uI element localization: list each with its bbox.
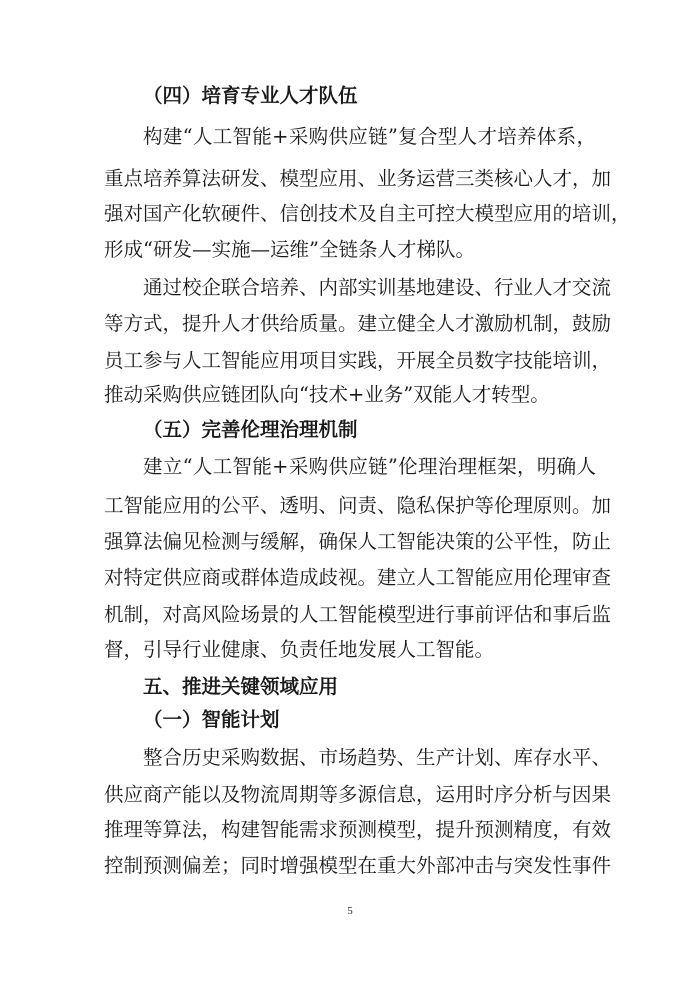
paragraph-line: 强算法偏见检测与缓解，确保人工智能决策的公平性，防止	[104, 530, 612, 553]
paragraph-line: 工智能应用的公平、透明、问责、隐私保护等伦理原则。加	[104, 494, 612, 517]
paragraph-line: 推理等算法，构建智能需求预测模型，提升预测精度，有效	[104, 818, 612, 841]
page-number: 5	[347, 905, 353, 917]
paragraph-line: 强对国产化软硬件、信创技术及自主可控大模型应用的培训，	[104, 202, 631, 225]
paragraph-line: 构建“人工智能+采购供应链”复合型人才培养体系，	[143, 125, 596, 148]
paragraph-line: 推动采购供应链团队向“技术+业务”双能人才转型。	[104, 383, 550, 406]
paragraph-line: 对特定供应商或群体造成歧视。建立人工智能应用伦理审查	[104, 566, 612, 589]
paragraph-line: 重点培养算法研发、模型应用、业务运营三类核心人才，加	[104, 167, 612, 190]
subsection-heading-1: （一）智能计划	[143, 708, 280, 731]
paragraph-line: 形成“研发—实施—运维”全链条人才梯队。	[104, 238, 475, 261]
section-heading: 五、推进关键领域应用	[143, 675, 339, 698]
paragraph-line: 机制，对高风险场景的人工智能模型进行事前评估和事后监	[104, 603, 612, 626]
paragraph-line: 督，引导行业健康、负责任地发展人工智能。	[104, 638, 495, 661]
paragraph-line: 整合历史采购数据、市场趋势、生产计划、库存水平、	[143, 746, 612, 769]
paragraph-line: 控制预测偏差；同时增强模型在重大外部冲击与突发性事件	[104, 854, 612, 877]
paragraph-line: 员工参与人工智能应用项目实践，开展全员数字技能培训，	[104, 349, 612, 372]
paragraph-line: 等方式，提升人才供给质量。建立健全人才激励机制，鼓励	[104, 312, 612, 335]
subsection-heading-5: （五）完善伦理治理机制	[143, 418, 358, 441]
paragraph-line: 建立“人工智能+采购供应链”伦理治理框架，明确人	[143, 455, 596, 478]
subsection-heading-4: （四）培育专业人才队伍	[143, 84, 358, 107]
paragraph-line: 供应商产能以及物流周期等多源信息，运用时序分析与因果	[104, 783, 612, 806]
paragraph-line: 通过校企联合培养、内部实训基地建设、行业人才交流	[143, 276, 612, 299]
